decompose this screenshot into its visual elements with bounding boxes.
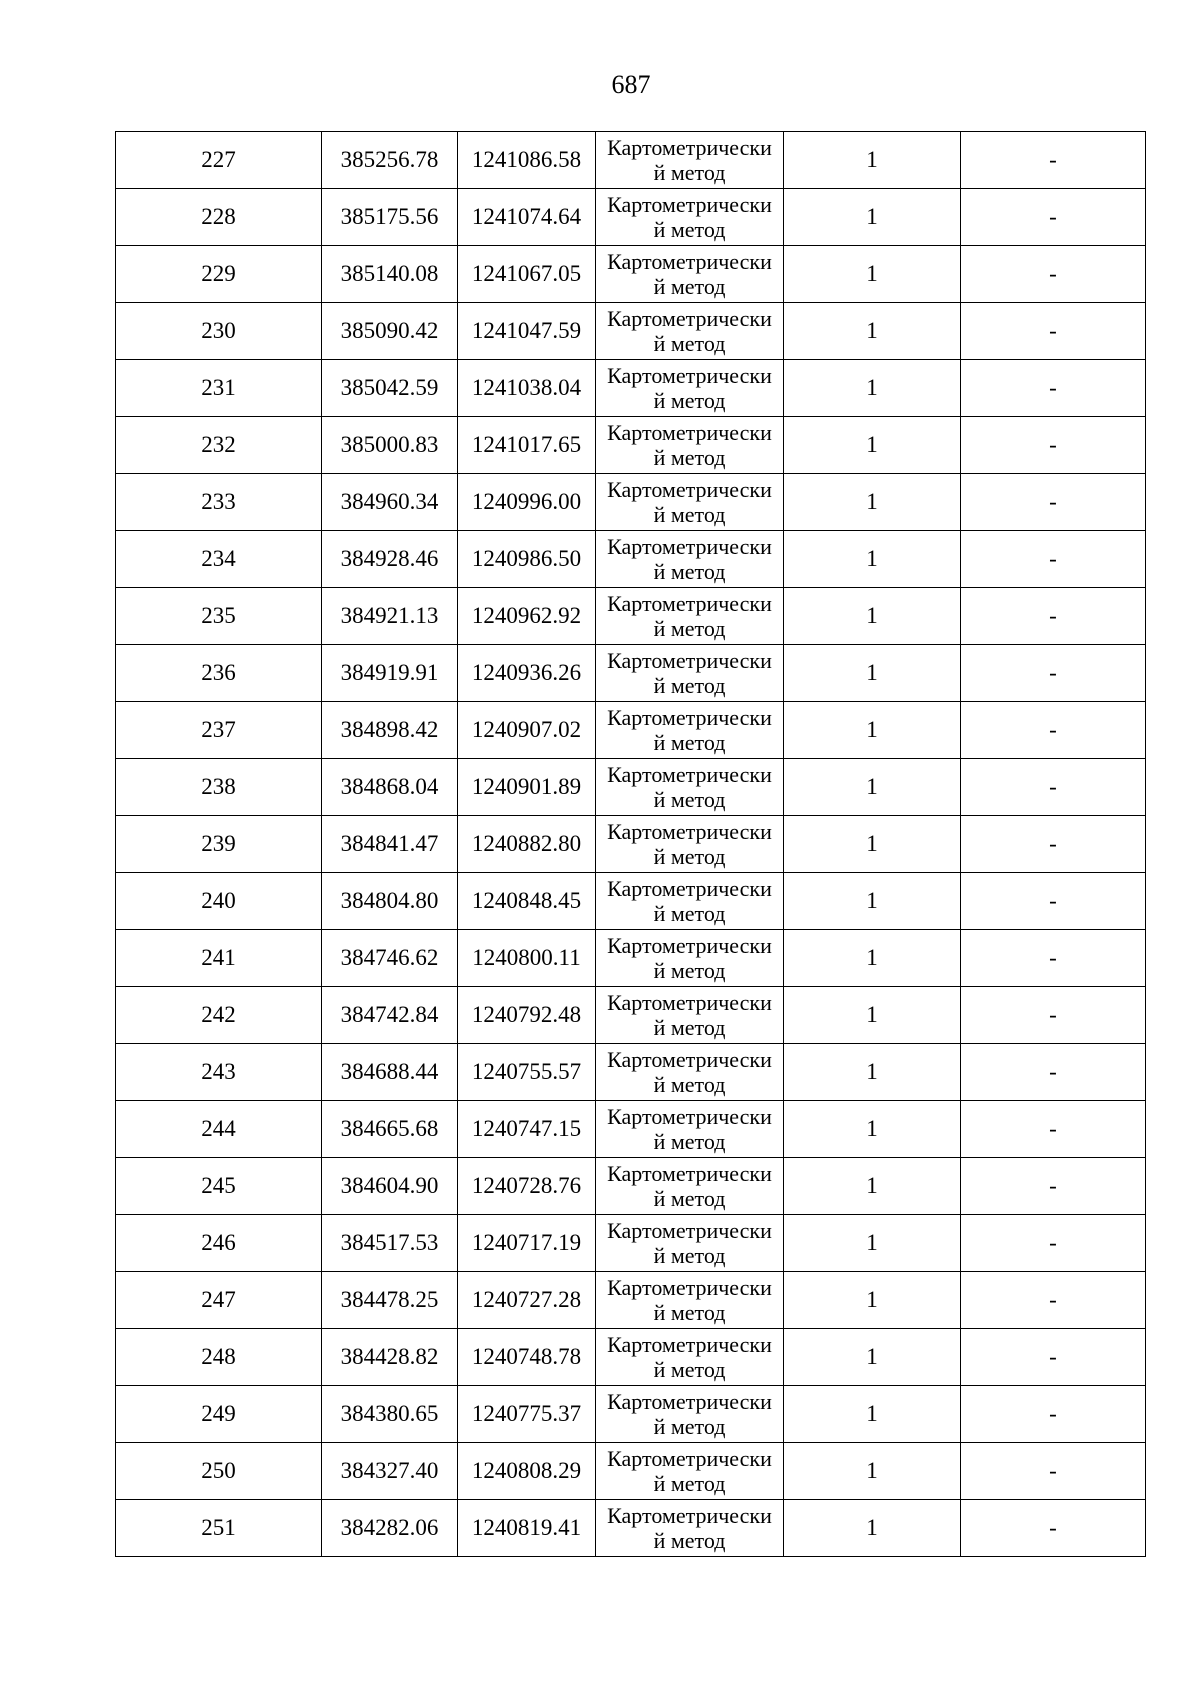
method-text-line-2: й метод bbox=[653, 1300, 726, 1325]
point-number-cell: 228 bbox=[116, 189, 322, 246]
y-coordinate-cell: 1240996.00 bbox=[458, 474, 596, 531]
method-cell bbox=[596, 930, 784, 987]
method-text-line-2: й метод bbox=[653, 616, 726, 641]
method-text-line-1: Картометрически bbox=[607, 762, 772, 787]
note-cell: - bbox=[961, 1329, 1146, 1386]
method-cell bbox=[596, 1329, 784, 1386]
method-text-line-1: Картометрически bbox=[607, 1161, 772, 1186]
accuracy-cell: 1 bbox=[784, 816, 961, 873]
y-coordinate-cell: 1240755.57 bbox=[458, 1044, 596, 1101]
method-text-line-2: й метод bbox=[653, 1072, 726, 1097]
table-row bbox=[116, 189, 1146, 246]
method-text-line-2: й метод bbox=[653, 274, 726, 299]
note-cell: - bbox=[961, 474, 1146, 531]
x-coordinate-cell: 384478.25 bbox=[322, 1272, 458, 1329]
method-cell bbox=[596, 132, 784, 189]
x-coordinate-cell: 385256.78 bbox=[322, 132, 458, 189]
method-text-line-2: й метод bbox=[653, 502, 726, 527]
accuracy-cell: 1 bbox=[784, 702, 961, 759]
table-row bbox=[116, 1272, 1146, 1329]
note-cell: - bbox=[961, 1101, 1146, 1158]
table-row bbox=[116, 987, 1146, 1044]
y-coordinate-cell: 1240962.92 bbox=[458, 588, 596, 645]
x-coordinate-cell: 384928.46 bbox=[322, 531, 458, 588]
accuracy-cell: 1 bbox=[784, 987, 961, 1044]
method-text-line-1: Картометрически bbox=[607, 1275, 772, 1300]
table-row bbox=[116, 1101, 1146, 1158]
method-cell bbox=[596, 987, 784, 1044]
y-coordinate-cell: 1240848.45 bbox=[458, 873, 596, 930]
point-number-cell: 230 bbox=[116, 303, 322, 360]
method-cell bbox=[596, 1443, 784, 1500]
note-cell: - bbox=[961, 702, 1146, 759]
point-number-cell: 247 bbox=[116, 1272, 322, 1329]
point-number-cell: 245 bbox=[116, 1158, 322, 1215]
accuracy-cell: 1 bbox=[784, 360, 961, 417]
method-text-line-1: Картометрически bbox=[607, 477, 772, 502]
method-text-line-2: й метод bbox=[653, 1414, 726, 1439]
point-number-cell: 235 bbox=[116, 588, 322, 645]
x-coordinate-cell: 384380.65 bbox=[322, 1386, 458, 1443]
note-cell: - bbox=[961, 246, 1146, 303]
table-row bbox=[116, 1386, 1146, 1443]
x-coordinate-cell: 384517.53 bbox=[322, 1215, 458, 1272]
note-cell: - bbox=[961, 531, 1146, 588]
y-coordinate-cell: 1240882.80 bbox=[458, 816, 596, 873]
point-number-cell: 246 bbox=[116, 1215, 322, 1272]
method-cell bbox=[596, 873, 784, 930]
point-number-cell: 240 bbox=[116, 873, 322, 930]
point-number-cell: 229 bbox=[116, 246, 322, 303]
x-coordinate-cell: 384742.84 bbox=[322, 987, 458, 1044]
point-number-cell: 237 bbox=[116, 702, 322, 759]
x-coordinate-cell: 384604.90 bbox=[322, 1158, 458, 1215]
point-number-cell: 234 bbox=[116, 531, 322, 588]
point-number-cell: 249 bbox=[116, 1386, 322, 1443]
accuracy-cell: 1 bbox=[784, 531, 961, 588]
y-coordinate-cell: 1240792.48 bbox=[458, 987, 596, 1044]
table-row bbox=[116, 1500, 1146, 1557]
x-coordinate-cell: 384746.62 bbox=[322, 930, 458, 987]
method-text-line-2: й метод bbox=[653, 1186, 726, 1211]
y-coordinate-cell: 1240936.26 bbox=[458, 645, 596, 702]
point-number-cell: 244 bbox=[116, 1101, 322, 1158]
table-row bbox=[116, 132, 1146, 189]
note-cell: - bbox=[961, 645, 1146, 702]
y-coordinate-cell: 1240747.15 bbox=[458, 1101, 596, 1158]
x-coordinate-cell: 384688.44 bbox=[322, 1044, 458, 1101]
x-coordinate-cell: 384919.91 bbox=[322, 645, 458, 702]
accuracy-cell: 1 bbox=[784, 873, 961, 930]
x-coordinate-cell: 384804.80 bbox=[322, 873, 458, 930]
y-coordinate-cell: 1240775.37 bbox=[458, 1386, 596, 1443]
y-coordinate-cell: 1241086.58 bbox=[458, 132, 596, 189]
note-cell: - bbox=[961, 132, 1146, 189]
accuracy-cell: 1 bbox=[784, 1443, 961, 1500]
x-coordinate-cell: 384868.04 bbox=[322, 759, 458, 816]
method-cell bbox=[596, 1272, 784, 1329]
x-coordinate-cell: 385140.08 bbox=[322, 246, 458, 303]
y-coordinate-cell: 1240748.78 bbox=[458, 1329, 596, 1386]
table-row bbox=[116, 759, 1146, 816]
y-coordinate-cell: 1240819.41 bbox=[458, 1500, 596, 1557]
method-cell bbox=[596, 702, 784, 759]
note-cell: - bbox=[961, 816, 1146, 873]
accuracy-cell: 1 bbox=[784, 588, 961, 645]
y-coordinate-cell: 1241074.64 bbox=[458, 189, 596, 246]
method-text-line-1: Картометрически bbox=[607, 306, 772, 331]
table-row bbox=[116, 1158, 1146, 1215]
note-cell: - bbox=[961, 1500, 1146, 1557]
method-cell bbox=[596, 417, 784, 474]
table-row bbox=[116, 816, 1146, 873]
accuracy-cell: 1 bbox=[784, 930, 961, 987]
method-cell bbox=[596, 816, 784, 873]
accuracy-cell: 1 bbox=[784, 1329, 961, 1386]
method-cell bbox=[596, 474, 784, 531]
method-text-line-1: Картометрически bbox=[607, 135, 772, 160]
accuracy-cell: 1 bbox=[784, 645, 961, 702]
accuracy-cell: 1 bbox=[784, 189, 961, 246]
accuracy-cell: 1 bbox=[784, 1500, 961, 1557]
note-cell: - bbox=[961, 360, 1146, 417]
accuracy-cell: 1 bbox=[784, 1272, 961, 1329]
method-cell bbox=[596, 1386, 784, 1443]
note-cell: - bbox=[961, 873, 1146, 930]
method-text-line-1: Картометрически bbox=[607, 249, 772, 274]
x-coordinate-cell: 384327.40 bbox=[322, 1443, 458, 1500]
method-text-line-2: й метод bbox=[653, 331, 726, 356]
point-number-cell: 232 bbox=[116, 417, 322, 474]
method-text-line-1: Картометрически bbox=[607, 363, 772, 388]
table-row bbox=[116, 417, 1146, 474]
method-cell bbox=[596, 588, 784, 645]
method-text-line-1: Картометрически bbox=[607, 420, 772, 445]
point-number-cell: 231 bbox=[116, 360, 322, 417]
note-cell: - bbox=[961, 588, 1146, 645]
method-text-line-1: Картометрически bbox=[607, 1332, 772, 1357]
y-coordinate-cell: 1240727.28 bbox=[458, 1272, 596, 1329]
method-text-line-2: й метод bbox=[653, 1015, 726, 1040]
y-coordinate-cell: 1241067.05 bbox=[458, 246, 596, 303]
x-coordinate-cell: 385000.83 bbox=[322, 417, 458, 474]
note-cell: - bbox=[961, 1386, 1146, 1443]
coordinates-table bbox=[115, 131, 1146, 1557]
accuracy-cell: 1 bbox=[784, 246, 961, 303]
point-number-cell: 233 bbox=[116, 474, 322, 531]
method-text-line-2: й метод bbox=[653, 445, 726, 470]
method-cell bbox=[596, 189, 784, 246]
method-cell bbox=[596, 1158, 784, 1215]
note-cell: - bbox=[961, 1272, 1146, 1329]
method-text-line-2: й метод bbox=[653, 844, 726, 869]
x-coordinate-cell: 384428.82 bbox=[322, 1329, 458, 1386]
method-text-line-2: й метод bbox=[653, 673, 726, 698]
method-text-line-2: й метод bbox=[653, 730, 726, 755]
method-text-line-1: Картометрически bbox=[607, 990, 772, 1015]
method-text-line-2: й метод bbox=[653, 1357, 726, 1382]
table-row bbox=[116, 873, 1146, 930]
accuracy-cell: 1 bbox=[784, 1158, 961, 1215]
method-text-line-1: Картометрически bbox=[607, 933, 772, 958]
method-cell bbox=[596, 531, 784, 588]
note-cell: - bbox=[961, 303, 1146, 360]
method-text-line-2: й метод bbox=[653, 787, 726, 812]
note-cell: - bbox=[961, 930, 1146, 987]
accuracy-cell: 1 bbox=[784, 303, 961, 360]
method-cell bbox=[596, 645, 784, 702]
x-coordinate-cell: 384960.34 bbox=[322, 474, 458, 531]
method-text-line-1: Картометрически bbox=[607, 1503, 772, 1528]
y-coordinate-cell: 1241038.04 bbox=[458, 360, 596, 417]
point-number-cell: 250 bbox=[116, 1443, 322, 1500]
method-cell bbox=[596, 1044, 784, 1101]
accuracy-cell: 1 bbox=[784, 1044, 961, 1101]
page-number: 687 bbox=[611, 70, 651, 99]
table-row bbox=[116, 531, 1146, 588]
point-number-cell: 242 bbox=[116, 987, 322, 1044]
method-text-line-2: й метод bbox=[653, 388, 726, 413]
y-coordinate-cell: 1240907.02 bbox=[458, 702, 596, 759]
note-cell: - bbox=[961, 417, 1146, 474]
method-text-line-1: Картометрически bbox=[607, 1218, 772, 1243]
point-number-cell: 248 bbox=[116, 1329, 322, 1386]
method-text-line-1: Картометрически bbox=[607, 876, 772, 901]
point-number-cell: 243 bbox=[116, 1044, 322, 1101]
point-number-cell: 236 bbox=[116, 645, 322, 702]
y-coordinate-cell: 1240728.76 bbox=[458, 1158, 596, 1215]
method-text-line-1: Картометрически bbox=[607, 1047, 772, 1072]
accuracy-cell: 1 bbox=[784, 759, 961, 816]
x-coordinate-cell: 384898.42 bbox=[322, 702, 458, 759]
method-cell bbox=[596, 246, 784, 303]
table-row bbox=[116, 702, 1146, 759]
point-number-cell: 227 bbox=[116, 132, 322, 189]
method-text-line-1: Картометрически bbox=[607, 648, 772, 673]
method-text-line-1: Картометрически bbox=[607, 534, 772, 559]
method-cell bbox=[596, 1500, 784, 1557]
method-text-line-1: Картометрически bbox=[607, 192, 772, 217]
method-cell bbox=[596, 1101, 784, 1158]
table-row bbox=[116, 246, 1146, 303]
method-text-line-1: Картометрически bbox=[607, 705, 772, 730]
point-number-cell: 239 bbox=[116, 816, 322, 873]
method-text-line-1: Картометрически bbox=[607, 1389, 772, 1414]
table-row bbox=[116, 474, 1146, 531]
method-text-line-1: Картометрически bbox=[607, 819, 772, 844]
y-coordinate-cell: 1240901.89 bbox=[458, 759, 596, 816]
note-cell: - bbox=[961, 987, 1146, 1044]
method-cell bbox=[596, 360, 784, 417]
method-cell bbox=[596, 759, 784, 816]
x-coordinate-cell: 385175.56 bbox=[322, 189, 458, 246]
method-text-line-2: й метод bbox=[653, 1471, 726, 1496]
method-text-line-2: й метод bbox=[653, 559, 726, 584]
accuracy-cell: 1 bbox=[784, 1215, 961, 1272]
note-cell: - bbox=[961, 1443, 1146, 1500]
accuracy-cell: 1 bbox=[784, 132, 961, 189]
note-cell: - bbox=[961, 1044, 1146, 1101]
method-text-line-2: й метод bbox=[653, 901, 726, 926]
y-coordinate-cell: 1241017.65 bbox=[458, 417, 596, 474]
point-number-cell: 238 bbox=[116, 759, 322, 816]
accuracy-cell: 1 bbox=[784, 1101, 961, 1158]
y-coordinate-cell: 1240986.50 bbox=[458, 531, 596, 588]
accuracy-cell: 1 bbox=[784, 474, 961, 531]
table-row bbox=[116, 1329, 1146, 1386]
table-row bbox=[116, 930, 1146, 987]
method-text-line-2: й метод bbox=[653, 217, 726, 242]
x-coordinate-cell: 384665.68 bbox=[322, 1101, 458, 1158]
y-coordinate-cell: 1240717.19 bbox=[458, 1215, 596, 1272]
x-coordinate-cell: 385090.42 bbox=[322, 303, 458, 360]
method-text-line-2: й метод bbox=[653, 1243, 726, 1268]
method-cell bbox=[596, 303, 784, 360]
method-text-line-1: Картометрически bbox=[607, 591, 772, 616]
y-coordinate-cell: 1240808.29 bbox=[458, 1443, 596, 1500]
note-cell: - bbox=[961, 1158, 1146, 1215]
method-text-line-2: й метод bbox=[653, 958, 726, 983]
point-number-cell: 251 bbox=[116, 1500, 322, 1557]
x-coordinate-cell: 384841.47 bbox=[322, 816, 458, 873]
table-row bbox=[116, 360, 1146, 417]
y-coordinate-cell: 1241047.59 bbox=[458, 303, 596, 360]
table-row bbox=[116, 1443, 1146, 1500]
point-number-cell: 241 bbox=[116, 930, 322, 987]
accuracy-cell: 1 bbox=[784, 1386, 961, 1443]
method-text-line-2: й метод bbox=[653, 160, 726, 185]
coordinates-table-body bbox=[116, 132, 1146, 1557]
table-row bbox=[116, 1044, 1146, 1101]
method-text-line-2: й метод bbox=[653, 1528, 726, 1553]
table-row bbox=[116, 588, 1146, 645]
method-text-line-2: й метод bbox=[653, 1129, 726, 1154]
table-row bbox=[116, 1215, 1146, 1272]
method-cell bbox=[596, 1215, 784, 1272]
note-cell: - bbox=[961, 189, 1146, 246]
x-coordinate-cell: 384921.13 bbox=[322, 588, 458, 645]
y-coordinate-cell: 1240800.11 bbox=[458, 930, 596, 987]
note-cell: - bbox=[961, 759, 1146, 816]
x-coordinate-cell: 384282.06 bbox=[322, 1500, 458, 1557]
method-text-line-1: Картометрически bbox=[607, 1104, 772, 1129]
accuracy-cell: 1 bbox=[784, 417, 961, 474]
note-cell: - bbox=[961, 1215, 1146, 1272]
method-text-line-1: Картометрически bbox=[607, 1446, 772, 1471]
table-row bbox=[116, 303, 1146, 360]
x-coordinate-cell: 385042.59 bbox=[322, 360, 458, 417]
table-row bbox=[116, 645, 1146, 702]
